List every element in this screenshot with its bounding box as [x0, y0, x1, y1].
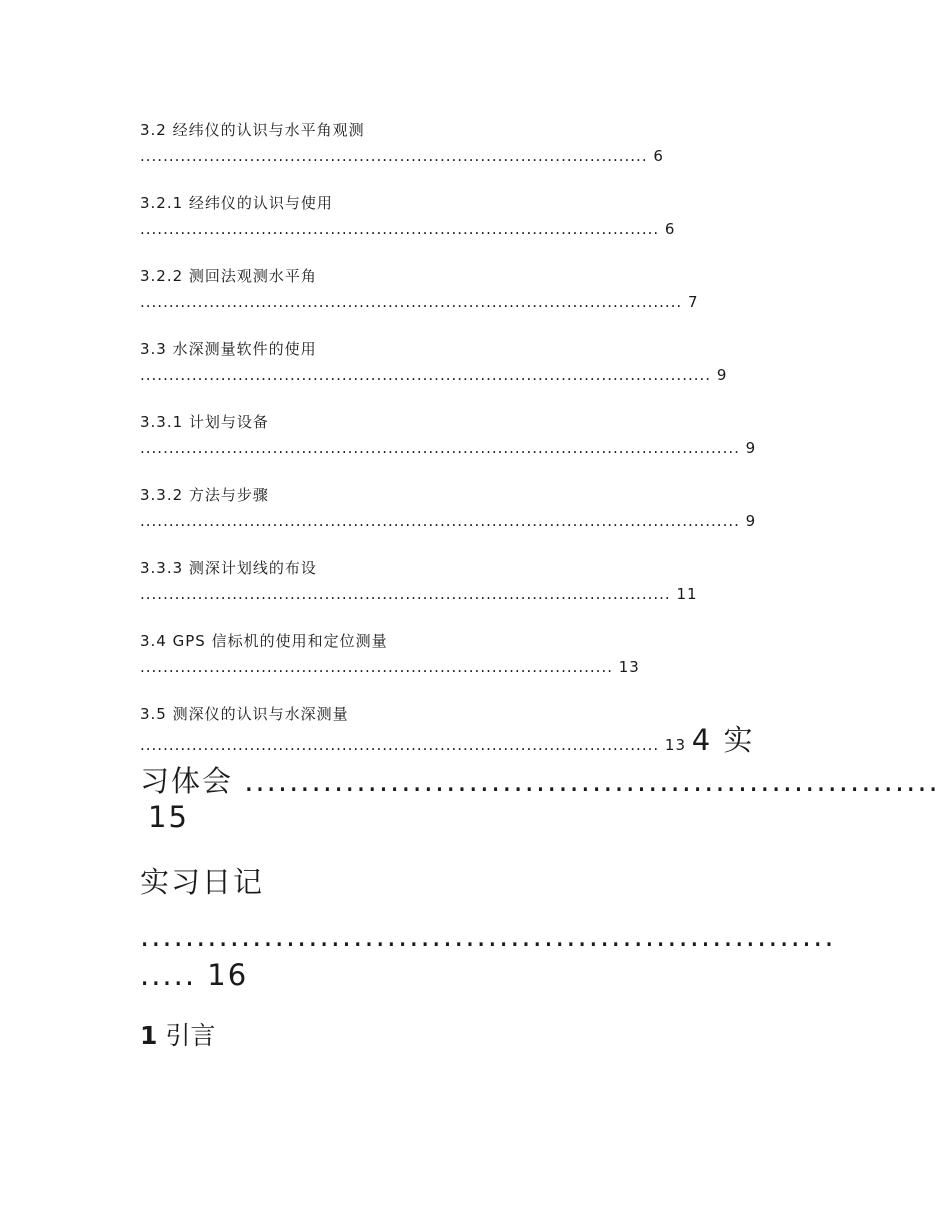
section-title: 引言: [165, 1021, 216, 1050]
toc-leader-dots: ........................................................................................................: [140, 512, 740, 530]
toc-entry[interactable]: [140, 485, 820, 531]
toc-page-number: 13: [618, 658, 640, 676]
toc-entry-diary-page: ..... 16: [140, 958, 249, 992]
toc-entry-title: 3.2.1 经纬仪的认识与使用: [140, 194, 333, 212]
toc-entry-leader: [140, 723, 840, 757]
toc-page-number: 9: [745, 439, 757, 457]
toc-entry-experience[interactable]: [140, 763, 940, 799]
toc-leader-dots: ........................................................................................................: [140, 439, 740, 457]
toc-entry-title: 3.3 水深测量软件的使用: [140, 340, 317, 358]
toc-entry-leader: [140, 292, 820, 312]
toc-leader-dots: ...................................................................................................: [140, 366, 712, 384]
toc-page-number-large: 15: [148, 800, 189, 834]
section-number: 1: [140, 1021, 158, 1050]
toc-entry-leader: [140, 438, 820, 458]
toc-entry-title: 3.2.2 测回法观测水平角: [140, 267, 317, 285]
toc-page-number: 9: [716, 366, 728, 384]
toc-leader-dots: ............................................................................................: [140, 585, 671, 603]
toc-entry-leader: [140, 219, 820, 239]
toc-page-number: 9: [745, 512, 757, 530]
toc-leader-dots: ..........................................................................................: [140, 736, 660, 754]
toc-leader-dots: ..................................................................................: [140, 658, 613, 676]
experience-heading-start: 4 实: [691, 723, 755, 757]
toc-page-number: 7: [687, 293, 699, 311]
toc-entry-leader: [140, 657, 820, 677]
toc-entry-title: 3.3.3 测深计划线的布设: [140, 559, 317, 577]
toc-entry-leader: [140, 584, 820, 604]
toc-entry-title: 3.3.2 方法与步骤: [140, 486, 269, 504]
toc-entry-title: 3.3.1 计划与设备: [140, 413, 269, 431]
toc-entry-title: 3.2 经纬仪的认识与水平角观测: [140, 121, 365, 139]
toc-entry-leader: [140, 511, 820, 531]
toc-entry-leader: [140, 365, 820, 385]
toc-leader-dots: ..............................................................................................: [140, 293, 683, 311]
toc-entry[interactable]: [140, 120, 820, 166]
toc-entry[interactable]: [140, 412, 820, 458]
toc-page-number: 6: [664, 220, 676, 238]
toc-page-number: 6: [653, 147, 664, 165]
toc-entry[interactable]: [140, 193, 820, 239]
toc-leader-dots: ........................................................................................: [140, 147, 648, 165]
toc-entry[interactable]: [140, 704, 840, 755]
toc-entry[interactable]: [140, 266, 820, 312]
toc-entry[interactable]: [140, 631, 820, 677]
section-heading: [140, 1021, 215, 1051]
toc-entry-leader: [140, 146, 820, 166]
toc-entry[interactable]: [140, 339, 820, 385]
toc-entry-title: 3.4 GPS 信标机的使用和定位测量: [140, 632, 388, 650]
toc-leader-dots: ..........................................................................................: [140, 220, 660, 238]
toc-entry-experience-line: 习体会 ..............................................................: [140, 764, 940, 798]
toc-entry-diary-title[interactable]: 实习日记: [140, 865, 265, 899]
toc-page-number: 13: [664, 736, 687, 754]
toc-entry-title: 3.5 测深仪的认识与水深测量: [140, 705, 349, 723]
toc-entry-diary-leader: ..............................................................: [140, 919, 836, 953]
toc-page-number: 11: [676, 585, 698, 603]
toc-entry[interactable]: [140, 558, 820, 604]
